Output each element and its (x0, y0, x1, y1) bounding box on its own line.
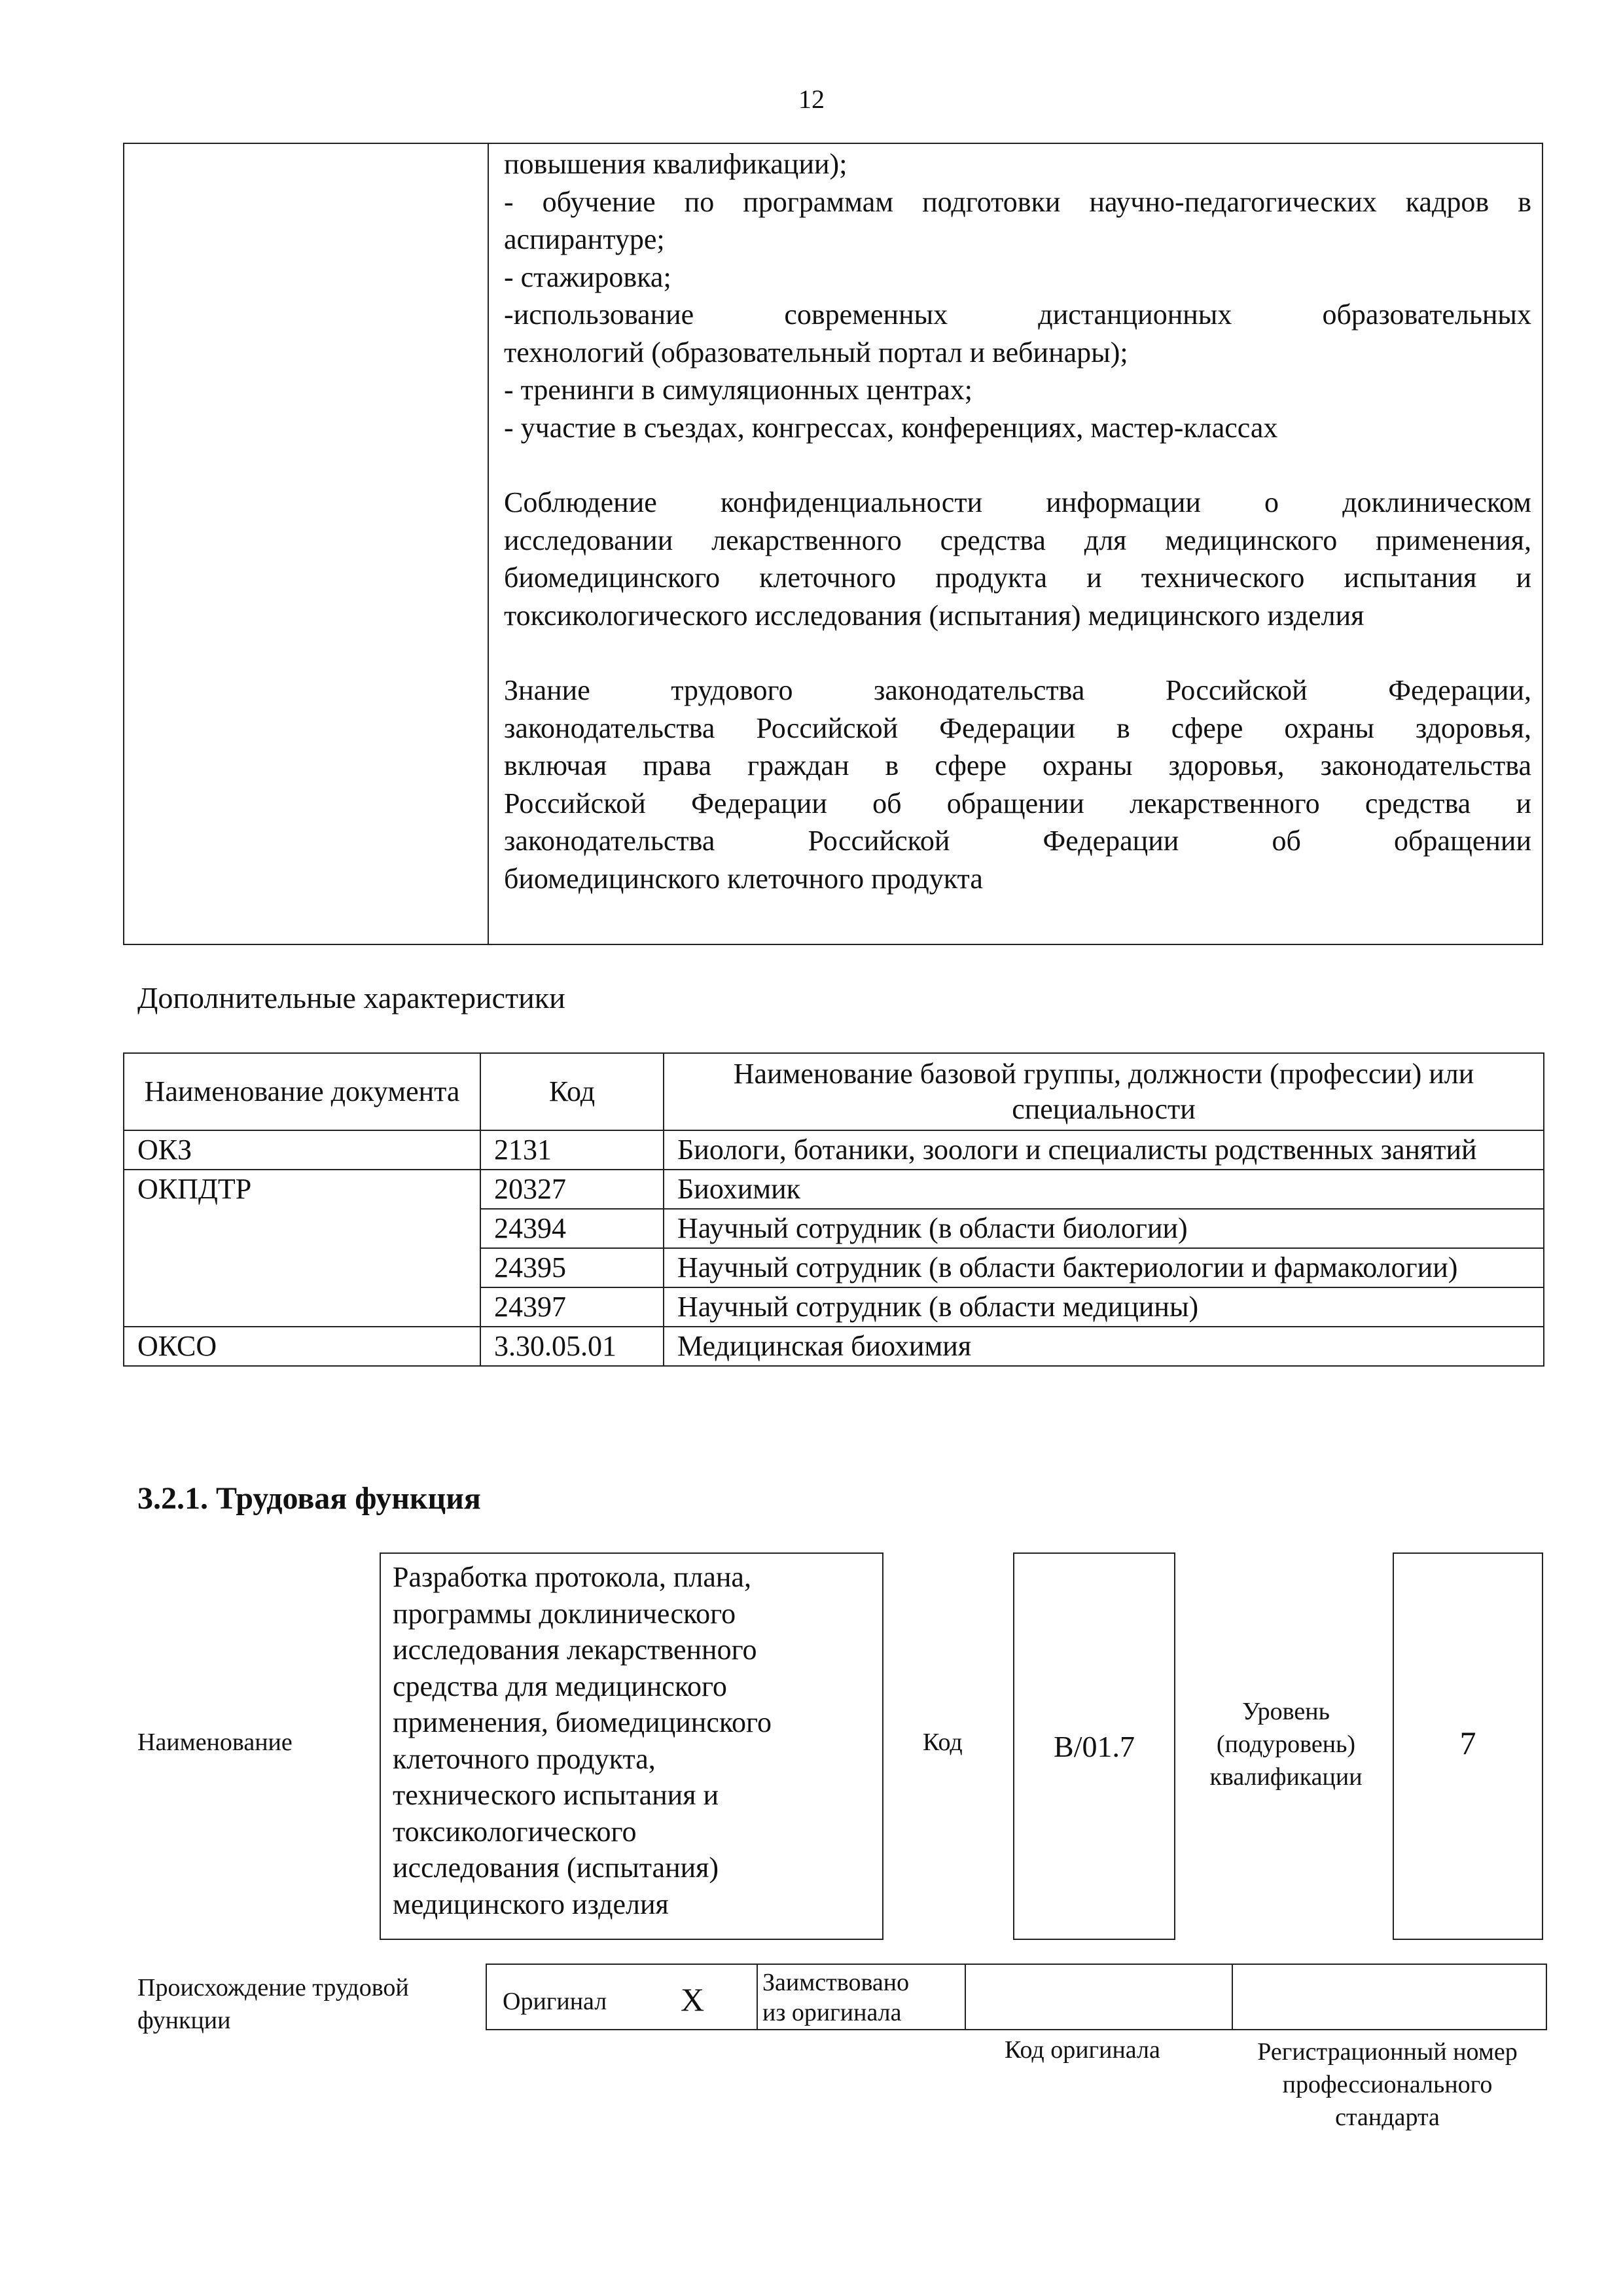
cell-divider (757, 1965, 758, 2029)
text-line: законодательства Российской Федерации в сфере охраны здоровья, (504, 711, 1531, 744)
original-mark: X (681, 1981, 705, 2018)
function-name-box (380, 1552, 883, 1940)
text-line: - стажировка; (504, 260, 671, 293)
table-row (124, 1170, 1544, 1209)
cell-code: 24394 (480, 1209, 664, 1248)
level-value: 7 (1459, 1725, 1476, 1761)
text-line: токсикологического исследования (испытания) медицинского изделия (504, 599, 1364, 632)
cell-divider (965, 1965, 966, 2029)
text-line: включая права граждан в сфере охраны здоровья, законодательства (504, 749, 1531, 781)
cell-code: 2131 (480, 1130, 664, 1170)
original-label: Оригинал (503, 1988, 607, 2015)
continuation-text (504, 145, 1531, 897)
text-line: повышения квалификации); (504, 148, 847, 180)
text-line: Российской Федерации об обращении лекарственного средства и (504, 787, 1531, 819)
code-label: Код (923, 1729, 963, 1756)
caption-registration-number (1237, 2036, 1538, 2134)
text-line: Заимствовано (762, 1969, 910, 1996)
text-line: биомедицинского клеточного продукта и технического испытания и (504, 562, 1531, 594)
text-line: - обучение по программам подготовки научно-педагогических кадров в (504, 185, 1531, 218)
level-box (1393, 1552, 1543, 1940)
table-row (124, 1130, 1544, 1170)
text-line: технологий (образовательный портал и вебинары); (504, 336, 1128, 368)
cell-code: 24395 (480, 1248, 664, 1287)
text-line: профессионального (1282, 2071, 1493, 2098)
cell-doc: ОКЗ (124, 1130, 480, 1170)
column-divider (488, 144, 489, 944)
header-name: Наименование базовой группы, должности (профессии) или специальности (664, 1053, 1544, 1130)
text-line: Разработка протокола, плана, (393, 1561, 751, 1593)
cell-code: 3.30.05.01 (480, 1327, 664, 1366)
cell-doc: ОКПДТР (124, 1170, 480, 1327)
cell-doc: ОКСО (124, 1327, 480, 1366)
text-line: исследования (испытания) (393, 1852, 719, 1884)
text-line: исследования лекарственного (393, 1634, 757, 1666)
cell-name: Научный сотрудник (в области медицины) (664, 1287, 1544, 1327)
text-line: аспирантуре; (504, 223, 665, 255)
text-line: средства для медицинского (393, 1670, 727, 1702)
table-row (124, 1327, 1544, 1366)
code-value: B/01.7 (1054, 1729, 1135, 1763)
text-line: Соблюдение конфиденциальности информации о доклиническом (504, 486, 1531, 518)
header-doc: Наименование документа (124, 1053, 480, 1130)
text-line: - участие в съездах, конгрессах, конференциях, мастер-классах (504, 411, 1278, 444)
cell-code: 20327 (480, 1170, 664, 1209)
text-line: -использование современных дистанционных образовательных (504, 298, 1531, 331)
function-heading: 3.2.1. Трудовая функция (137, 1481, 481, 1516)
text-line: - тренинги в симуляционных центрах; (504, 374, 973, 406)
text-line: квалификации (1209, 1763, 1363, 1791)
text-line: Знание трудового законодательства Российской Федерации, (504, 674, 1531, 706)
text-line: медицинского изделия (393, 1888, 669, 1920)
origin-table (486, 1964, 1547, 2030)
caption-original-code: Код оригинала (1005, 2036, 1160, 2064)
text-line: программы доклинического (393, 1597, 736, 1630)
cell-divider (1232, 1965, 1233, 2029)
text-line: исследовании лекарственного средства для медицинского применения, (504, 524, 1531, 556)
text-line: биомедицинского клеточного продукта (504, 862, 983, 895)
text-line: (подуровень) (1216, 1731, 1356, 1758)
additional-characteristics-table (123, 1052, 1544, 1367)
text-line: Происхождение трудовой (137, 1974, 409, 2001)
text-line: технического испытания и (393, 1779, 719, 1811)
cell-name: Медицинская биохимия (664, 1327, 1544, 1366)
text-line: функции (137, 2007, 231, 2034)
additional-caption: Дополнительные характеристики (137, 981, 565, 1014)
text-line: стандарта (1335, 2104, 1440, 2131)
cell-name: Биологи, ботаники, зоологи и специалисты родственных занятий (664, 1130, 1544, 1170)
text-line: клеточного продукта, (393, 1742, 656, 1775)
cell-name: Научный сотрудник (в области бактериологии и фармакологии) (664, 1248, 1544, 1287)
cell-name: Биохимик (664, 1170, 1544, 1209)
code-box (1013, 1552, 1175, 1940)
cell-name: Научный сотрудник (в области биологии) (664, 1209, 1544, 1248)
page-number: 12 (798, 84, 825, 114)
name-label: Наименование (137, 1729, 293, 1756)
level-label (1185, 1695, 1387, 1793)
origin-label (137, 1971, 409, 2037)
text-line: Уровень (1242, 1698, 1330, 1725)
borrowed-label (762, 1967, 909, 2028)
text-line: из оригинала (762, 1999, 902, 2026)
text-line: токсикологического (393, 1815, 637, 1848)
table-header-row (124, 1053, 1544, 1130)
cell-code: 24397 (480, 1287, 664, 1327)
text-line: законодательства Российской Федерации об обращении (504, 825, 1531, 857)
text-line: Регистрационный номер (1257, 2038, 1518, 2066)
header-code: Код (480, 1053, 664, 1130)
text-line: применения, биомедицинского (393, 1706, 772, 1738)
